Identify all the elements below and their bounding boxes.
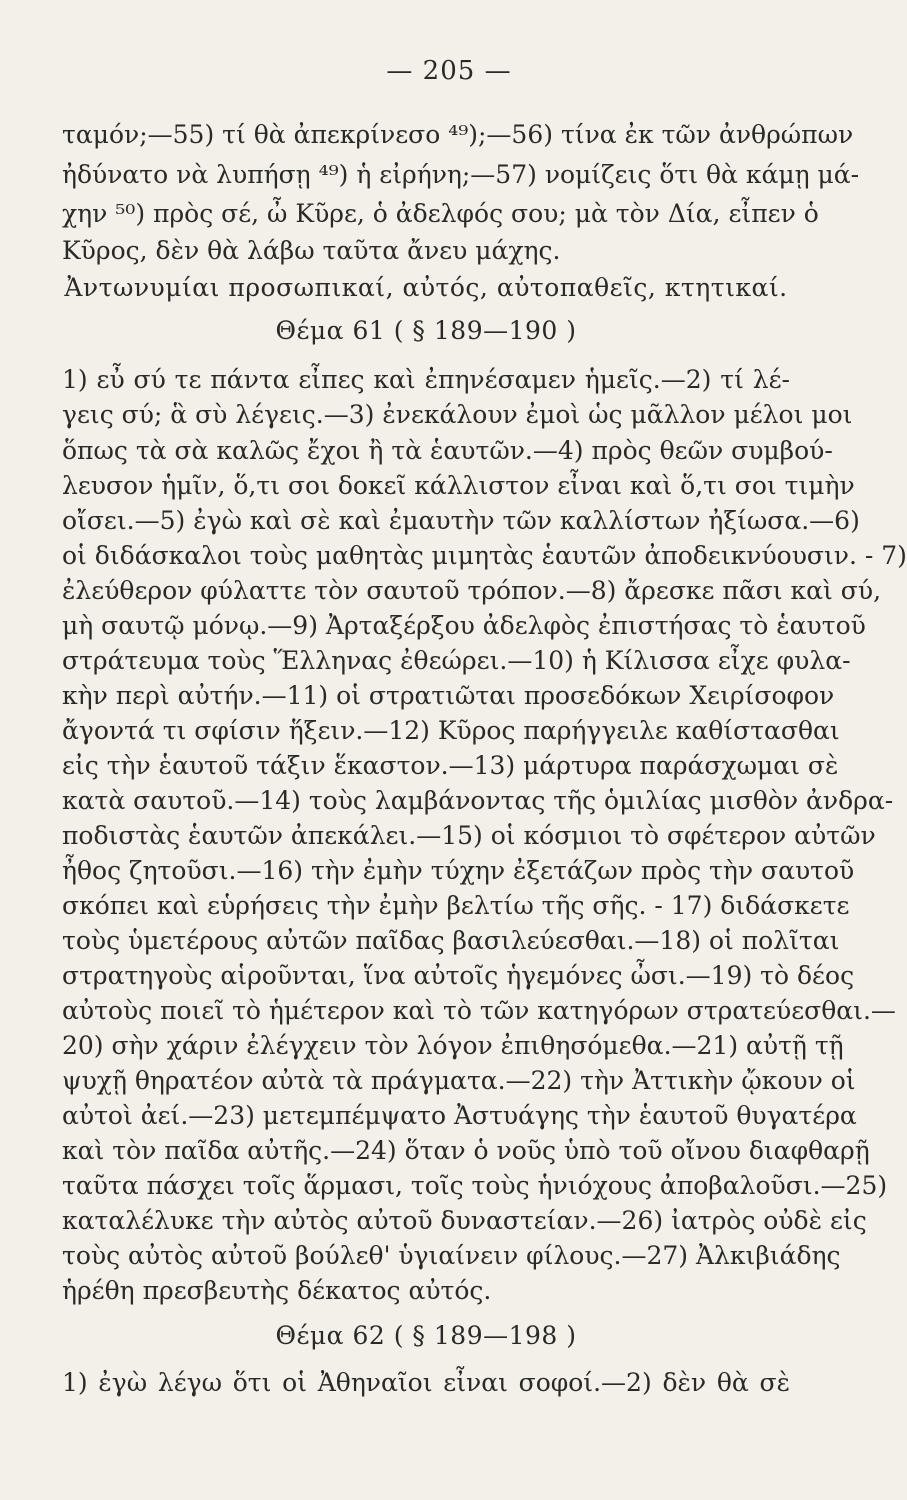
text-line: Κῦρος, δὲν θὰ λάβω ταῦτα ἄνευ μάχης. [62,236,561,265]
text-line: τοὺς αὐτὸς αὐτοῦ βούλεθ' ὑγιαίνειν φίλους.—27) Ἀλκιβιάδης [62,1241,841,1270]
text-line: κὴν περὶ αὐτήν.—11) οἱ στρατιῶται προσεδόκων Χειρίσοφον [62,681,835,710]
text-line: μὴ σαυτῷ μόνῳ.—9) Ἀρταξέρξου ἀδελφὸς ἐπιστήσας τὸ ἑαυτοῦ [62,611,866,640]
text-line: ὅπως τὰ σὰ καλῶς ἔχοι ἢ τὰ ἑαυτῶν.—4) πρὸς θεῶν συμβού- [62,436,833,465]
text-line: αὐτοὺς ποιεῖ τὸ ἡμέτερον καὶ τὸ τῶν κατηγόρων στρατεύεσθαι.— [62,996,896,1025]
text-line: ἦθος ζητοῦσι.—16) τὴν ἐμὴν τύχην ἐξετάζων πρὸς τὴν σαυτοῦ [62,856,855,885]
text-line: ἡρέθη πρεσβευτὴς δέκατος αὐτός. [62,1276,492,1305]
text-line: κατὰ σαυτοῦ.—14) τοὺς λαμβάνοντας τῆς ὁμιλίας μισθὸν ἀνδρα- [62,786,894,815]
text-line: 1) εὖ σύ τε πάντα εἶπες καὶ ἐπηνέσαμεν ἡμεῖς.—2) τί λέ- [62,365,790,394]
text-line: ἐλεύθερον φύλαττε τὸν σαυτοῦ τρόπον.—8) ἄρεσκε πᾶσι καὶ σύ, [62,576,882,605]
text-line: λευσον ἡμῖν, ὅ,τι σοι δοκεῖ κάλλιστον εἶναι καὶ ὅ,τι σοι τιμὴν [62,471,855,500]
text-line: οἱ διδάσκαλοι τοὺς μαθητὰς μιμητὰς ἑαυτῶν ἀποδεικνύουσιν. - 7) [62,541,907,570]
text-line: γεις σύ; ἃ σὺ λέγεις.—3) ἐνεκάλουν ἐμοὶ ὡς μᾶλλον μέλοι μοι [62,400,853,429]
text-line: ταμόν;—55) τί θὰ ἀπεκρίνεσο ⁴⁹);—56) τίνα ἐκ τῶν ἀνθρώπων [62,120,854,149]
text-line: χην ⁵⁰) πρὸς σέ, ὦ Κῦρε, ὁ ἀδελφός σου; μὰ τὸν Δία, εἶπεν ὁ [62,199,819,228]
text-line: καὶ τὸν παῖδα αὐτῆς.—24) ὅταν ὁ νοῦς ὑπὸ τοῦ οἴνου διαφθαρῇ [62,1136,870,1165]
text-line: στρατηγοὺς αἱροῦνται, ἵνα αὐτοῖς ἡγεμόνες ὦσι.—19) τὸ δέος [62,961,855,990]
page-number: — 205 — [386,56,512,86]
exercise-title: Θέμα 61 ( § 189—190 ) [275,316,577,345]
text-line: στράτευμα τοὺς Ἕλληνας ἐθεώρει.—10) ἡ Κίλισσα εἶχε φυλα- [62,646,851,675]
text-line: οἴσει.—5) ἐγὼ καὶ σὲ καὶ ἐμαυτὴν τῶν καλλίστων ἠξίωσα.—6) [62,506,860,535]
text-line: ταῦτα πάσχει τοῖς ἅρμασι, τοῖς τοὺς ἡνιόχους ἀποβαλοῦσι.—25) [62,1171,888,1200]
text-line: 1) ἐγὼ λέγω ὅτι οἱ Ἀθηναῖοι εἶναι σοφοί.—2) δὲν θὰ σὲ [62,1368,790,1397]
text-line: αὐτοὶ ἀεί.—23) μετεμπέμψατο Ἀστυάγης τὴν ἑαυτοῦ θυγατέρα [62,1101,857,1130]
text-line: ψυχῇ θηρατέον αὐτὰ τὰ πράγματα.—22) τὴν Ἀττικὴν ᾤκουν οἱ [62,1066,856,1095]
exercise-title: Θέμα 62 ( § 189—198 ) [275,1321,577,1350]
text-line: τοὺς ὑμετέρους αὐτῶν παῖδας βασιλεύεσθαι.—18) οἱ πολῖται [62,926,840,955]
text-line: 20) σὴν χάριν ἐλέγχειν τὸν λόγον ἐπιθησόμεθα.—21) αὐτῇ τῇ [62,1031,844,1060]
text-line: εἰς τὴν ἑαυτοῦ τάξιν ἕκαστον.—13) μάρτυρα παράσχωμαι σὲ [62,751,839,780]
text-line: σκόπει καὶ εὑρήσεις τὴν ἐμὴν βελτίω τῆς σῆς. - 17) διδάσκετε [62,891,850,920]
text-line: ἠδύνατο νὰ λυπήσῃ ⁴⁹) ἡ εἰρήνη;—57) νομίζεις ὅτι θὰ κάμῃ μά- [62,160,860,189]
text-line: καταλέλυκε τὴν αὐτὸς αὐτοῦ δυναστείαν.—26) ἰατρὸς οὐδὲ εἰς [62,1206,867,1235]
section-heading: Ἀντωνυμίαι προσωπικαί, αὐτός, αὐτοπαθεῖς, κτητικαί. [64,273,788,302]
text-line: ποδιστὰς ἑαυτῶν ἀπεκάλει.—15) οἱ κόσμιοι τὸ σφέτερον αὐτῶν [62,821,876,850]
text-line: ἄγοντά τι σφίσιν ἥξειν.—12) Κῦρος παρήγγειλε καθίστασθαι [62,716,840,745]
